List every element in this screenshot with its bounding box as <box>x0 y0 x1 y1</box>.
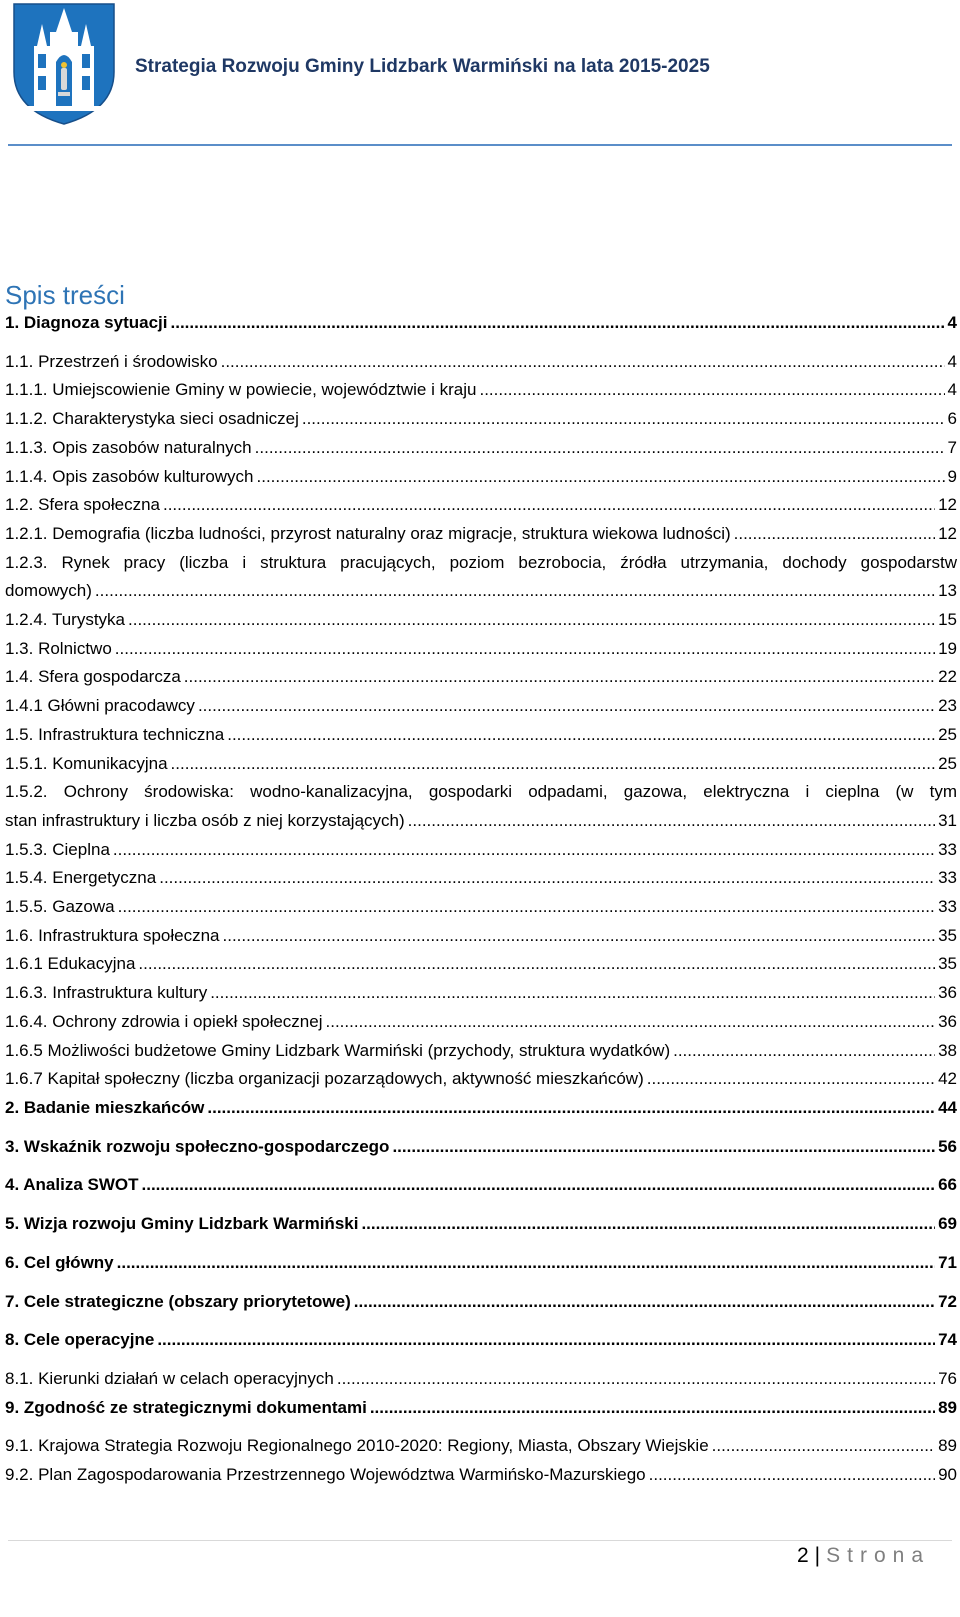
footer-label: Strona <box>826 1544 930 1567</box>
toc-dot-leader <box>138 950 935 979</box>
toc-entry-label: 1.5.1. Komunikacyjna <box>5 753 168 773</box>
toc-entry-page: 36 <box>938 1011 957 1031</box>
toc-entry-label: 1.3. Rolnictwo <box>5 638 112 658</box>
toc-dot-leader <box>115 635 935 664</box>
toc-entry[interactable] <box>5 1008 957 1037</box>
toc-entry[interactable] <box>5 1249 957 1278</box>
toc-entry-label: 7. Cele strategiczne (obszary priorytetowe) <box>5 1291 351 1311</box>
toc-dot-leader <box>198 692 935 721</box>
page-number: 2 <box>796 1544 809 1567</box>
toc-dot-leader <box>479 376 944 405</box>
toc-dot-leader <box>171 309 945 338</box>
toc-entry-page: 25 <box>938 753 957 773</box>
toc-entry[interactable] <box>5 1133 957 1162</box>
toc-entry-label: 1.4.1 Główni pracodawcy <box>5 696 195 716</box>
toc-entry-page: 22 <box>938 667 957 687</box>
toc-entry[interactable] <box>5 1065 957 1094</box>
toc-entry[interactable] <box>5 1432 957 1461</box>
toc-entry-page: 25 <box>938 724 957 744</box>
toc-entry-page: 4 <box>947 351 957 371</box>
toc-dot-leader <box>370 1394 935 1423</box>
toc-dot-leader <box>171 750 936 779</box>
toc-entry-label: 1.2.4. Turystyka <box>5 610 125 630</box>
toc-entry-label: 5. Wizja rozwoju Gminy Lidzbark Warmiński <box>5 1214 359 1234</box>
toc-dot-leader <box>361 1210 935 1239</box>
toc-dot-leader <box>159 864 935 893</box>
toc-entry[interactable] <box>5 520 957 549</box>
toc-entry-label: 1.6.7 Kapitał społeczny (liczba organizacji pozarządowych, aktywność mieszkańców) <box>5 1069 644 1089</box>
toc-entry-label: 1.6.5 Możliwości budżetowe Gminy Lidzbark Warmiński (przychody, struktura wydatków) <box>5 1040 671 1060</box>
toc-entry[interactable] <box>5 549 957 606</box>
toc-dot-leader <box>354 1288 935 1317</box>
toc-entry-page: 89 <box>938 1436 957 1456</box>
toc-entry[interactable] <box>5 864 957 893</box>
toc-entry[interactable] <box>5 1365 957 1394</box>
toc-entry[interactable] <box>5 778 957 835</box>
toc-entry-label: 8. Cele operacyjne <box>5 1330 155 1350</box>
toc-entry-page: 33 <box>938 868 957 888</box>
toc-dot-leader <box>255 434 945 463</box>
toc-entry[interactable] <box>5 463 957 492</box>
toc-entry-page: 7 <box>947 437 957 457</box>
toc-entry-page: 19 <box>938 638 957 658</box>
toc-entry-page: 66 <box>938 1175 957 1195</box>
footer-divider <box>8 1540 952 1541</box>
toc-entry-label: domowych) <box>5 581 92 601</box>
toc-entry-page: 15 <box>938 610 957 630</box>
toc-entry[interactable] <box>5 1394 957 1423</box>
toc-entry-label: 9. Zgodność ze strategicznymi dokumentami <box>5 1397 367 1417</box>
toc-dot-leader <box>712 1432 935 1461</box>
toc-entry[interactable] <box>5 836 957 865</box>
toc-dot-leader <box>227 721 935 750</box>
toc-entry-label: 3. Wskaźnik rozwoju społeczno-gospodarczego <box>5 1136 390 1156</box>
toc-dot-leader <box>408 807 935 836</box>
toc-entry[interactable] <box>5 1461 957 1490</box>
toc-entry-page: 12 <box>938 495 957 515</box>
toc-entry-page: 9 <box>947 466 957 486</box>
toc-entry-page: 35 <box>938 954 957 974</box>
toc-entry-label: 1.6. Infrastruktura społeczna <box>5 925 220 945</box>
toc-entry-page: 36 <box>938 983 957 1003</box>
toc-entry[interactable] <box>5 348 957 377</box>
toc-entry-page: 4 <box>947 313 957 332</box>
toc-dot-leader <box>221 348 945 377</box>
toc-entry-page: 38 <box>938 1040 957 1060</box>
toc-dot-leader <box>207 1094 935 1123</box>
toc-entry-page: 31 <box>938 810 957 830</box>
toc-entry-label-line1: 1.2.3. Rynek pracy (liczba i struktura pracujących, poziom bezrobocia, źródła utrzymania, dochody gospodarstw <box>5 552 957 572</box>
toc-entry[interactable] <box>5 1326 957 1355</box>
toc-entry[interactable] <box>5 692 957 721</box>
toc-dot-leader <box>128 606 935 635</box>
toc-entry[interactable] <box>5 893 957 922</box>
toc-entry-label: 6. Cel główny <box>5 1252 114 1272</box>
toc-entry-label-line1: 1.5.2. Ochrony środowiska: wodno-kanalizacyjna, gospodarki odpadami, gazowa, elektryczna i cieplna (w tym <box>5 782 957 802</box>
toc-entry-page: 6 <box>947 409 957 429</box>
table-of-contents <box>5 309 957 1490</box>
toc-dot-leader <box>734 520 935 549</box>
toc-entry[interactable] <box>5 750 957 779</box>
toc-dot-leader <box>142 1171 936 1200</box>
toc-entry-page: 89 <box>938 1397 957 1417</box>
toc-entry[interactable] <box>5 1288 957 1317</box>
toc-entry-label: 1.6.1 Edukacyjna <box>5 954 136 974</box>
toc-entry-label: 8.1. Kierunki działań w celach operacyjnych <box>5 1368 334 1388</box>
toc-dot-leader <box>113 836 935 865</box>
toc-entry-label: 1.1.1. Umiejscowienie Gminy w powiecie, województwie i kraju <box>5 380 477 400</box>
toc-entry[interactable] <box>5 1171 957 1200</box>
footer-separator: | <box>814 1544 821 1567</box>
toc-entry-page: 12 <box>938 523 957 543</box>
toc-entry[interactable] <box>5 663 957 692</box>
toc-entry-page: 35 <box>938 925 957 945</box>
toc-dot-leader <box>326 1008 936 1037</box>
toc-entry-page: 69 <box>938 1214 957 1234</box>
toc-entry-page: 76 <box>938 1368 957 1388</box>
toc-dot-leader <box>184 663 935 692</box>
toc-entry-label: 1.2.1. Demografia (liczba ludności, przyrost naturalny oraz migracje, struktura wiekowa ludności) <box>5 523 731 543</box>
toc-entry-page: 71 <box>938 1252 957 1272</box>
toc-entry[interactable] <box>5 922 957 951</box>
toc-entry-label: 1.6.3. Infrastruktura kultury <box>5 983 208 1003</box>
toc-entry-page: 13 <box>938 581 957 601</box>
page-footer <box>797 1544 930 1568</box>
toc-dot-leader <box>223 922 936 951</box>
toc-dot-leader <box>95 577 935 606</box>
toc-entry-page: 74 <box>938 1330 957 1350</box>
toc-entry[interactable] <box>5 635 957 664</box>
toc-dot-leader <box>392 1133 935 1162</box>
header-divider <box>8 144 952 146</box>
toc-dot-leader <box>302 405 945 434</box>
toc-entry[interactable] <box>5 309 957 338</box>
toc-entry-page: 72 <box>938 1291 957 1311</box>
toc-entry-page: 4 <box>947 380 957 400</box>
toc-entry-label: 1.5.3. Cieplna <box>5 839 110 859</box>
toc-entry-label: stan infrastruktury i liczba osób z niej korzystających) <box>5 810 405 830</box>
toc-entry-label: 1.1. Przestrzeń i środowisko <box>5 351 218 371</box>
toc-entry[interactable] <box>5 606 957 635</box>
toc-entry-page: 44 <box>938 1097 957 1117</box>
toc-dot-leader <box>157 1326 935 1355</box>
toc-entry-label: 9.2. Plan Zagospodarowania Przestrzennego Województwa Warmińsko-Mazurskiego <box>5 1465 646 1485</box>
toc-dot-leader <box>673 1037 935 1066</box>
toc-entry[interactable] <box>5 950 957 979</box>
toc-entry[interactable] <box>5 721 957 750</box>
toc-entry[interactable] <box>5 405 957 434</box>
toc-entry-label: 2. Badanie mieszkańców <box>5 1097 205 1117</box>
toc-entry-page: 56 <box>938 1136 957 1156</box>
toc-dot-leader <box>210 979 935 1008</box>
toc-entry-label: 1.2. Sfera społeczna <box>5 495 160 515</box>
document-title: Strategia Rozwoju Gminy Lidzbark Warmiński na lata 2015-2025 <box>135 56 710 77</box>
toc-entry[interactable] <box>5 979 957 1008</box>
toc-entry-label: 1. Diagnoza sytuacji <box>5 313 168 332</box>
toc-entry[interactable] <box>5 1094 957 1123</box>
toc-entry-label: 1.4. Sfera gospodarcza <box>5 667 181 687</box>
toc-dot-leader <box>118 893 935 922</box>
toc-entry-label: 1.5.4. Energetyczna <box>5 868 157 888</box>
toc-entry-label: 1.1.3. Opis zasobów naturalnych <box>5 437 252 457</box>
toc-entry-label: 4. Analiza SWOT <box>5 1175 139 1195</box>
toc-entry-page: 90 <box>938 1465 957 1485</box>
toc-entry-label: 1.6.4. Ochrony zdrowia i opiekł społecznej <box>5 1011 323 1031</box>
toc-entry-label: 1.1.2. Charakterystyka sieci osadniczej <box>5 409 299 429</box>
toc-entry[interactable] <box>5 376 957 405</box>
page-header <box>0 0 960 150</box>
toc-entry-label: 9.1. Krajowa Strategia Rozwoju Regionalnego 2010-2020: Regiony, Miasta, Obszary Wiejskie <box>5 1436 709 1456</box>
toc-entry[interactable] <box>5 1210 957 1239</box>
toc-entry-label: 1.1.4. Opis zasobów kulturowych <box>5 466 254 486</box>
toc-entry-page: 42 <box>938 1069 957 1089</box>
toc-entry-label: 1.5. Infrastruktura techniczna <box>5 724 225 744</box>
toc-entry-page: 33 <box>938 897 957 917</box>
toc-dot-leader <box>647 1065 935 1094</box>
toc-dot-leader <box>649 1461 935 1490</box>
toc-heading: Spis treści <box>5 280 125 310</box>
toc-entry[interactable] <box>5 1037 957 1066</box>
coat-of-arms-icon <box>12 2 116 126</box>
toc-entry[interactable] <box>5 434 957 463</box>
toc-dot-leader <box>163 491 935 520</box>
toc-entry-label: 1.5.5. Gazowa <box>5 897 115 917</box>
toc-dot-leader <box>117 1249 935 1278</box>
toc-entry-page: 33 <box>938 839 957 859</box>
toc-entry-page: 23 <box>938 696 957 716</box>
toc-dot-leader <box>337 1365 935 1394</box>
toc-dot-leader <box>257 463 945 492</box>
toc-entry[interactable] <box>5 491 957 520</box>
